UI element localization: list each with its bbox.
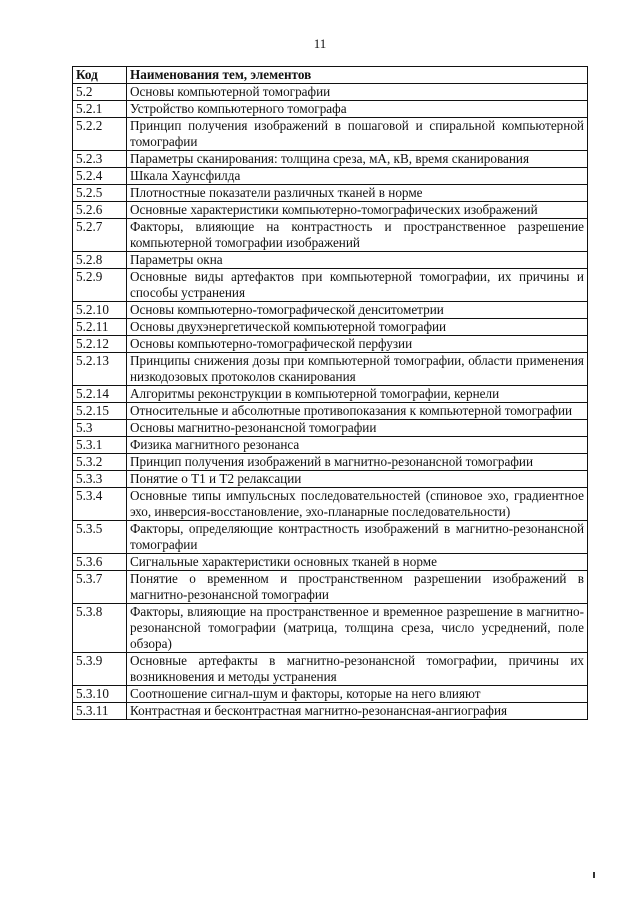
row-name: Основные виды артефактов при компьютерной томографии, их причины и способы устранения [127, 269, 588, 302]
row-code: 5.2 [73, 84, 127, 101]
row-code: 5.3.8 [73, 604, 127, 653]
row-name: Принципы снижения дозы при компьютерной томографии, области применения низкодозовых протоколов сканирования [127, 353, 588, 386]
table-row [73, 151, 588, 168]
table-body [73, 84, 588, 720]
row-name: Факторы, влияющие на пространственное и временное разрешение в магнитно-резонансной томографии (матрица, толщина среза, число усреднений, поле обзора) [127, 604, 588, 653]
row-code: 5.2.10 [73, 302, 127, 319]
table-row [73, 319, 588, 336]
row-name: Основы компьютерно-томографической перфузии [127, 336, 588, 353]
page-number: 11 [313, 36, 327, 51]
row-code: 5.3.5 [73, 521, 127, 554]
row-code: 5.2.8 [73, 252, 127, 269]
table-row [73, 84, 588, 101]
table-row [73, 471, 588, 488]
margin-mark [593, 872, 595, 878]
row-name: Плотностные показатели различных тканей в норме [127, 185, 588, 202]
row-code: 5.3.7 [73, 571, 127, 604]
table-row [73, 488, 588, 521]
header-code: Код [73, 67, 127, 84]
row-code: 5.3.6 [73, 554, 127, 571]
row-code: 5.3.1 [73, 437, 127, 454]
table-header-row [73, 67, 588, 84]
row-name: Относительные и абсолютные противопоказания к компьютерной томографии [127, 403, 588, 420]
row-code: 5.3.2 [73, 454, 127, 471]
table-row [73, 521, 588, 554]
row-name: Принцип получения изображений в магнитно-резонансной томографии [127, 454, 588, 471]
row-name: Параметры сканирования: толщина среза, мА, кВ, время сканирования [127, 151, 588, 168]
row-name: Контрастная и бесконтрастная магнитно-резонансная-ангиография [127, 703, 588, 720]
row-name: Понятие о Т1 и Т2 релаксации [127, 471, 588, 488]
row-code: 5.2.3 [73, 151, 127, 168]
table-row [73, 353, 588, 386]
row-name: Основные артефакты в магнитно-резонансной томографии, причины их возникновения и методы устранения [127, 653, 588, 686]
row-name: Факторы, влияющие на контрастность и пространственное разрешение компьютерной томографии изображений [127, 219, 588, 252]
table-row [73, 202, 588, 219]
table-row [73, 252, 588, 269]
row-code: 5.2.6 [73, 202, 127, 219]
row-name: Понятие о временном и пространственном разрешении изображений в магнитно-резонансной томографии [127, 571, 588, 604]
row-code: 5.3.11 [73, 703, 127, 720]
row-code: 5.3.9 [73, 653, 127, 686]
row-code: 5.2.13 [73, 353, 127, 386]
table-row [73, 437, 588, 454]
table-row [73, 302, 588, 319]
row-name: Основы компьютерно-томографической денситометрии [127, 302, 588, 319]
table-row [73, 454, 588, 471]
topics-table [72, 66, 588, 720]
row-code: 5.3 [73, 420, 127, 437]
table-row [73, 703, 588, 720]
table-row [73, 336, 588, 353]
row-name: Факторы, определяющие контрастность изображений в магнитно-резонансной томографии [127, 521, 588, 554]
table-row [73, 219, 588, 252]
row-code: 5.3.4 [73, 488, 127, 521]
row-name: Основы компьютерной томографии [127, 84, 588, 101]
row-code: 5.2.7 [73, 219, 127, 252]
row-code: 5.3.10 [73, 686, 127, 703]
row-name: Основы двухэнергетической компьютерной томографии [127, 319, 588, 336]
row-name: Шкала Хаунсфилда [127, 168, 588, 185]
table-row [73, 554, 588, 571]
table-row [73, 118, 588, 151]
table-row [73, 185, 588, 202]
table-row [73, 168, 588, 185]
table-row [73, 571, 588, 604]
row-name: Соотношение сигнал-шум и факторы, которые на него влияют [127, 686, 588, 703]
table-row [73, 403, 588, 420]
table-row [73, 604, 588, 653]
row-name: Принцип получения изображений в пошаговой и спиральной компьютерной томографии [127, 118, 588, 151]
row-code: 5.2.4 [73, 168, 127, 185]
table-row [73, 269, 588, 302]
row-code: 5.2.1 [73, 101, 127, 118]
row-code: 5.2.2 [73, 118, 127, 151]
row-code: 5.2.9 [73, 269, 127, 302]
row-name: Физика магнитного резонанса [127, 437, 588, 454]
row-name: Основные типы импульсных последовательностей (спиновое эхо, градиентное эхо, инверсия-восстановление, эхо-планарные последовательности) [127, 488, 588, 521]
header-name: Наименования тем, элементов [127, 67, 588, 84]
row-name: Устройство компьютерного томографа [127, 101, 588, 118]
table-row [73, 386, 588, 403]
row-code: 5.2.15 [73, 403, 127, 420]
row-code: 5.2.11 [73, 319, 127, 336]
row-name: Сигнальные характеристики основных тканей в норме [127, 554, 588, 571]
table-row [73, 101, 588, 118]
row-name: Основы магнитно-резонансной томографии [127, 420, 588, 437]
row-name: Параметры окна [127, 252, 588, 269]
row-code: 5.2.5 [73, 185, 127, 202]
table-row [73, 686, 588, 703]
row-name: Алгоритмы реконструкции в компьютерной томографии, кернели [127, 386, 588, 403]
table-row [73, 420, 588, 437]
row-name: Основные характеристики компьютерно-томографических изображений [127, 202, 588, 219]
row-code: 5.3.3 [73, 471, 127, 488]
table-row [73, 653, 588, 686]
row-code: 5.2.12 [73, 336, 127, 353]
row-code: 5.2.14 [73, 386, 127, 403]
